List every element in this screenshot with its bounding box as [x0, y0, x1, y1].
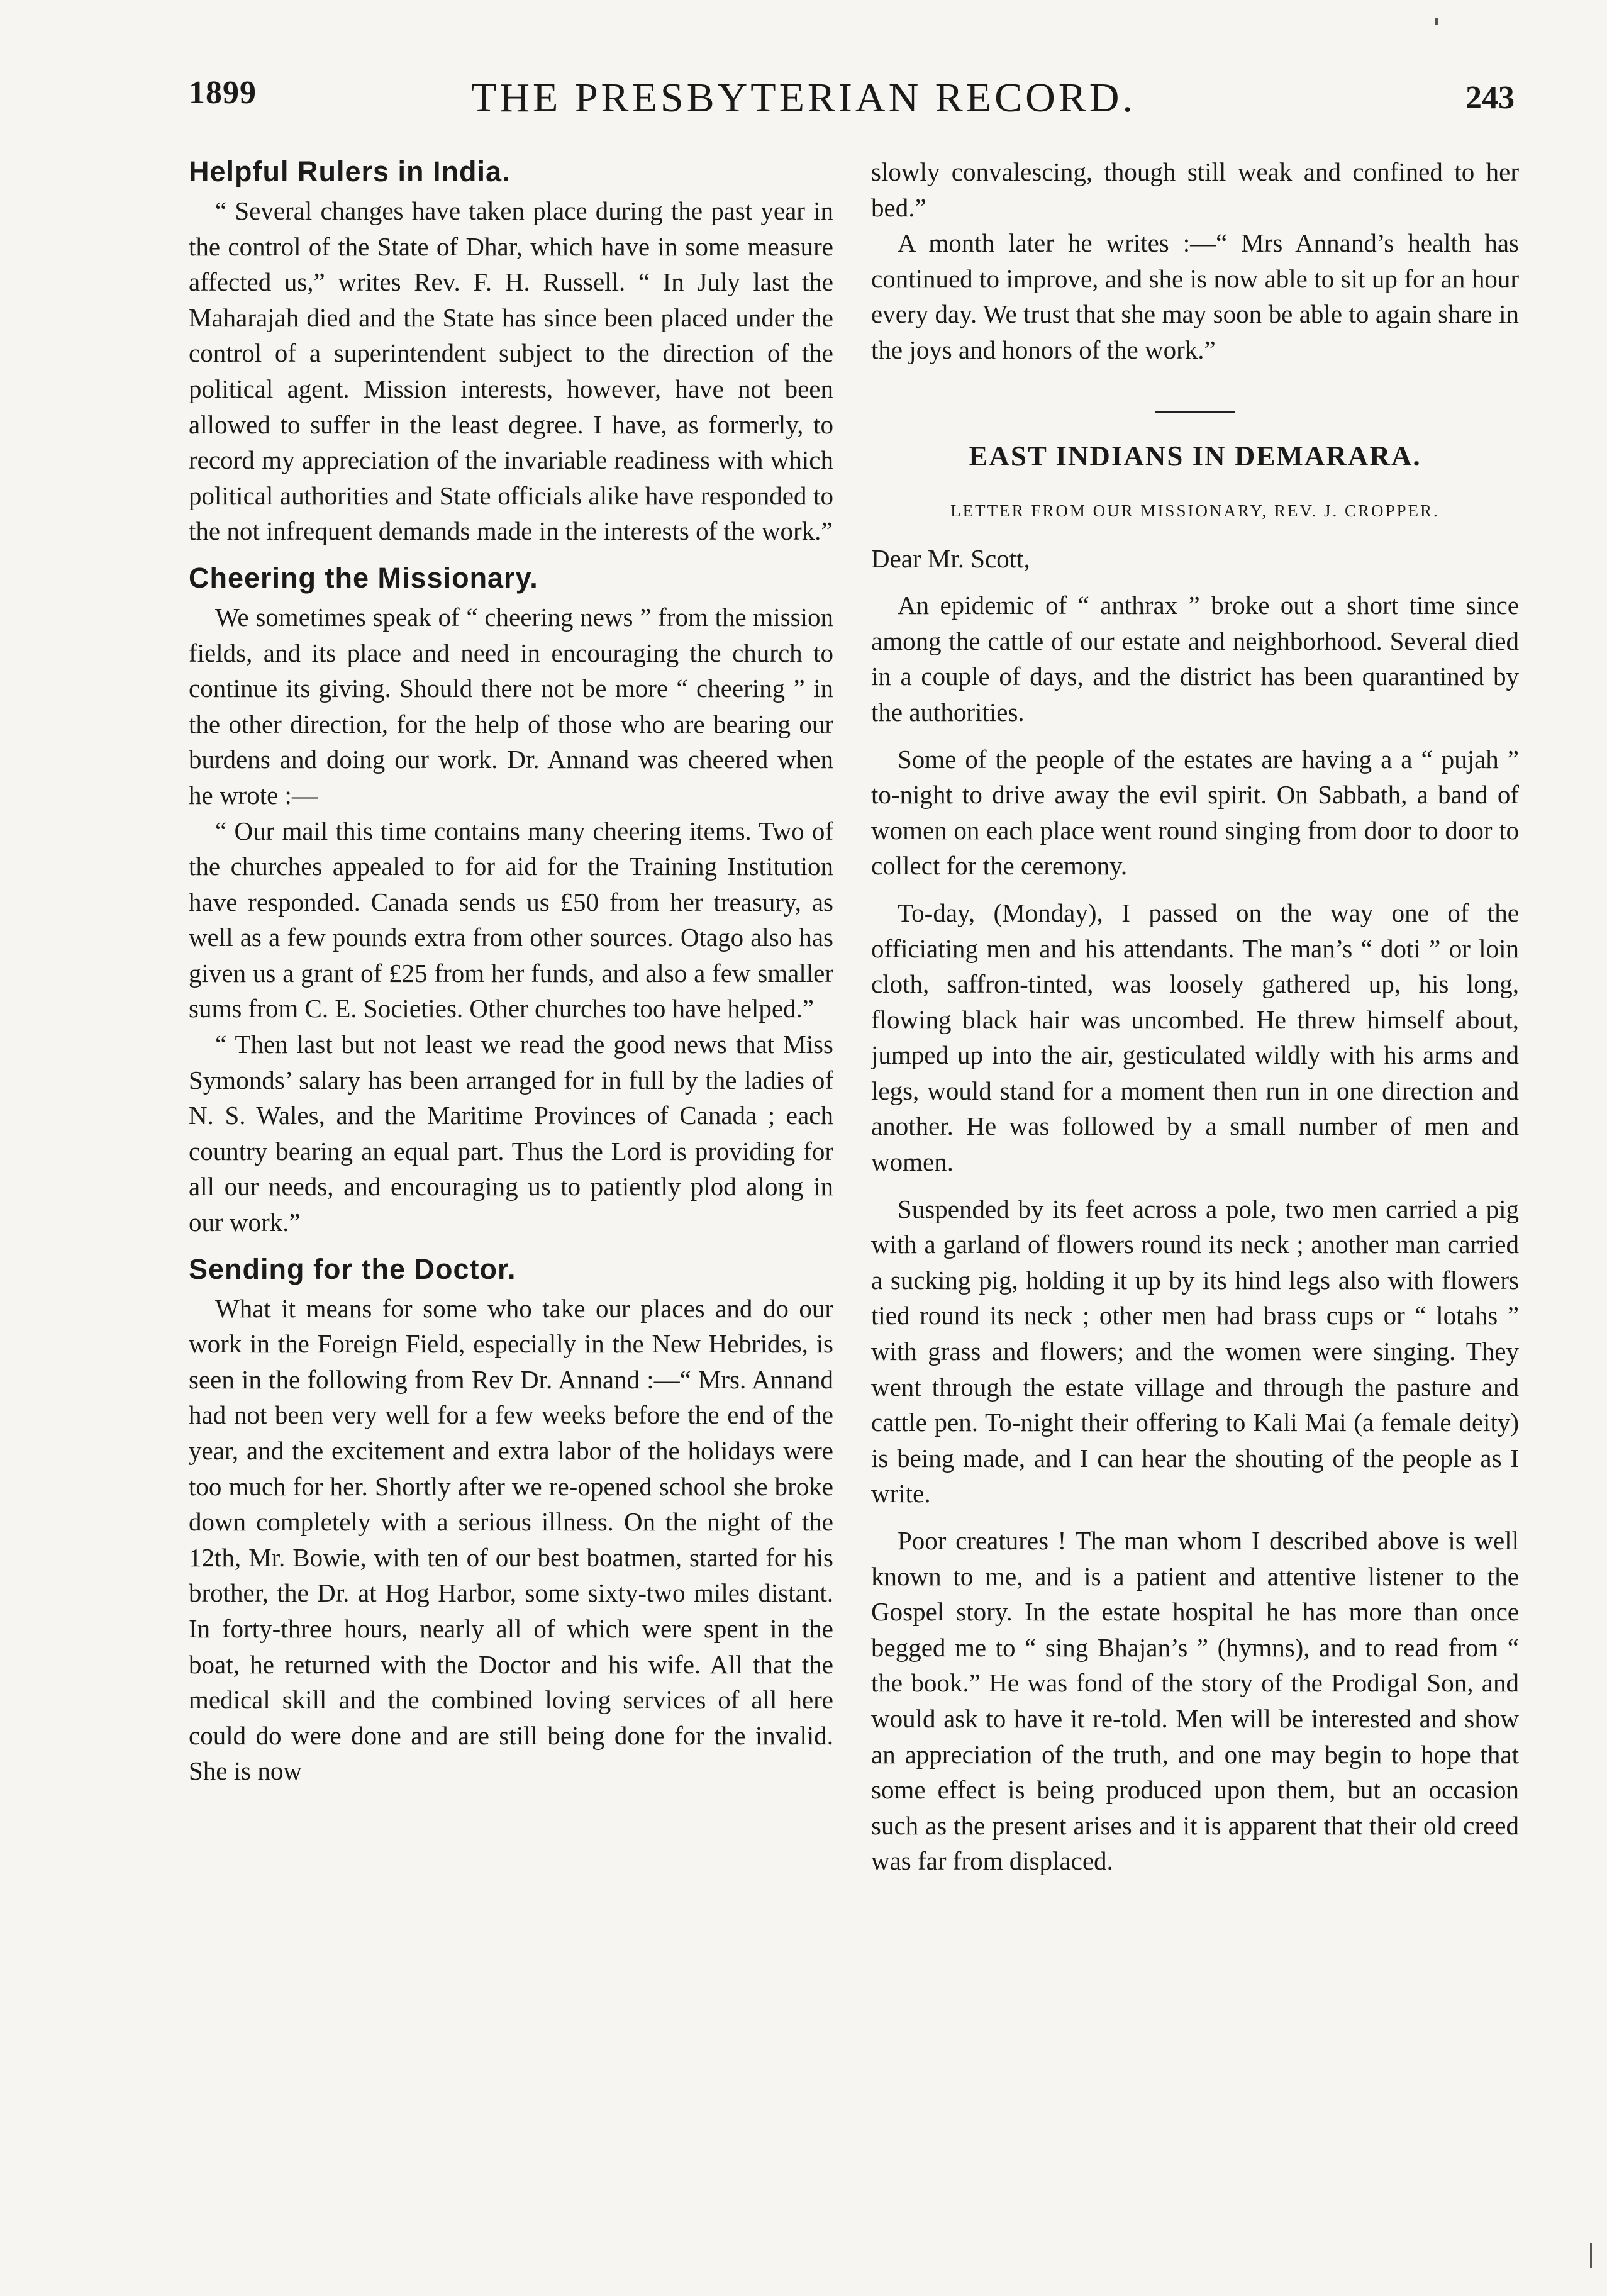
section-divider	[1155, 411, 1235, 413]
heading-sending-doctor: Sending for the Doctor.	[189, 1252, 516, 1285]
article-title-east-indians: EAST INDIANS IN DEMARARA.	[969, 440, 1421, 472]
scan-mark-top	[1435, 18, 1438, 25]
publication-title: THE PRESBYTERIAN RECORD.	[471, 75, 1136, 121]
article-byline: LETTER FROM OUR MISSIONARY, REV. J. CROPPER.	[950, 501, 1440, 520]
paragraph-cheering-3: “ Then last but not least we read the good news that Miss Symonds’ salary has been arranged for in full by the ladies of N. S. Wales, and the Maritime Provinces of Canada ; each country bearing an equal part. Thus the Lord is providing for all our needs, and encouraging us to patiently plod along in our work.”	[189, 1030, 833, 1237]
paragraph-pujah: Some of the people of the estates are having a a “ pujah ” to-night to drive away the evil spirit. On Sabbath, a band of women on each place went round singing from door to door to collect for the ceremony.	[871, 744, 1519, 881]
paragraph-poor-creatures: Poor creatures ! The man whom I described above is well known to me, and is a patient and attentive listener to the Gospel story. In the estate hospital he has more than once begged me to “ sing Bhajan’s ” (hymns), and to read from “ the book.” He was fond of the story of the Prodigal Son, and would ask to have it re-told. Men will be interested and show an appreciation of the truth, and one may begin to hope that some effect is being produced upon them, but an occasion such as the present arises and it is apparent that their old creed was far from displaced.	[871, 1526, 1519, 1876]
paragraph-cheering-2: “ Our mail this time contains many cheering items. Two of the churches appealed to for aid for the Training Institution have responded. Canada sends us £50 from her treasury, as well as a few pounds extra from other sources. Otago also has given us a grant of £25 from her funds, and also a few smaller sums from C. E. Societies. Other churches too have helped.”	[189, 816, 833, 1023]
paragraph-anthrax: An epidemic of “ anthrax ” broke out a short time since among the cattle of our estate and neighborhood. Several died in a couple of days, and the district has been quarantined by the authorities.	[871, 591, 1519, 727]
paragraph-sending-doctor: What it means for some who take our places and do our work in the Foreign Field, especially in the New Hebrides, is seen in the following from Rev Dr. Annand :—“ Mrs. Annand had not been very well for a few weeks before the end of the year, and the excitement and extra labor of the holidays were too much for her. Shortly after we re-opened school she broke down completely with a serious illness. On the night of the 12th, Mr. Bowie, with ten of our best boatmen, started for his brother, the Dr. at Hog Harbor, some sixty-two miles distant. In forty-three hours, nearly all of which were spent in the boat, he returned with the Doctor and his wife. All that the medical skill and the combined loving services of all here could do were done and are still being done for the invalid. She is now	[189, 1293, 833, 1786]
header-year: 1899	[189, 75, 257, 111]
paragraph-continuation: slowly convalescing, though still weak and confined to her bed.”	[871, 157, 1519, 222]
page-number: 243	[1465, 80, 1515, 116]
paragraph-month-later: A month later he writes :—“ Mrs Annand’s health has continued to improve, and she is now able to sit up for an hour every day. We trust that she may soon be able to again share in the joys and honors of the work.”	[871, 228, 1519, 364]
heading-helpful-rulers: Helpful Rulers in India.	[189, 155, 511, 187]
left-column	[189, 154, 833, 2230]
right-column	[871, 154, 1519, 2230]
paragraph-monday: To-day, (Monday), I passed on the way one of the officiating men and his attendants. The man’s “ doti ” or loin cloth, saffron-tinted, was loosely gathered up, his long, flowing black hair was uncombed. He threw himself about, jumped up into the air, gesticulated wildly with his arms and legs, would stand for a moment then run in one direction and another. He was followed by a small number of men and women.	[871, 898, 1519, 1177]
letter-salutation: Dear Mr. Scott,	[871, 543, 1030, 573]
paragraph-procession: Suspended by its feet across a pole, two men carried a pig with a garland of flowers round its neck ; another man carried a sucking pig, holding it up by its hind legs also with flowers tied round its neck ; other men had brass cups or “ lotahs ” with grass and flowers; and the women were singing. They went through the estate village and through the pasture and cattle pen. To-night their offering to Kali Mai (a female deity) is being made, and I can hear the shouting of the people as I write.	[871, 1194, 1519, 1508]
paragraph-helpful-rulers: “ Several changes have taken place during the past year in the control of the State of Dhar, which have in some measure affected us,” writes Rev. F. H. Russell. “ In July last the Maharajah died and the State has since been placed under the control of a superintendent subject to the direction of the political agent. Mission interests, however, have not been allowed to suffer in the least degree. I have, as formerly, to record my appreciation of the invariable readiness with which political authorities and State officials alike have responded to the not infrequent demands made in the interests of the work.”	[189, 196, 833, 546]
paragraph-cheering-1: We sometimes speak of “ cheering news ” from the mission fields, and its place and need in encouraging the church to continue its giving. Should there not be more “ cheering ” in the other direction, for the help of those who are bearing our burdens and doing our work. Dr. Annand was cheered when he wrote :—	[189, 602, 833, 810]
heading-cheering-missionary: Cheering the Missionary.	[189, 561, 538, 594]
scan-mark-bottom	[1590, 2243, 1592, 2268]
running-head	[0, 74, 1607, 125]
